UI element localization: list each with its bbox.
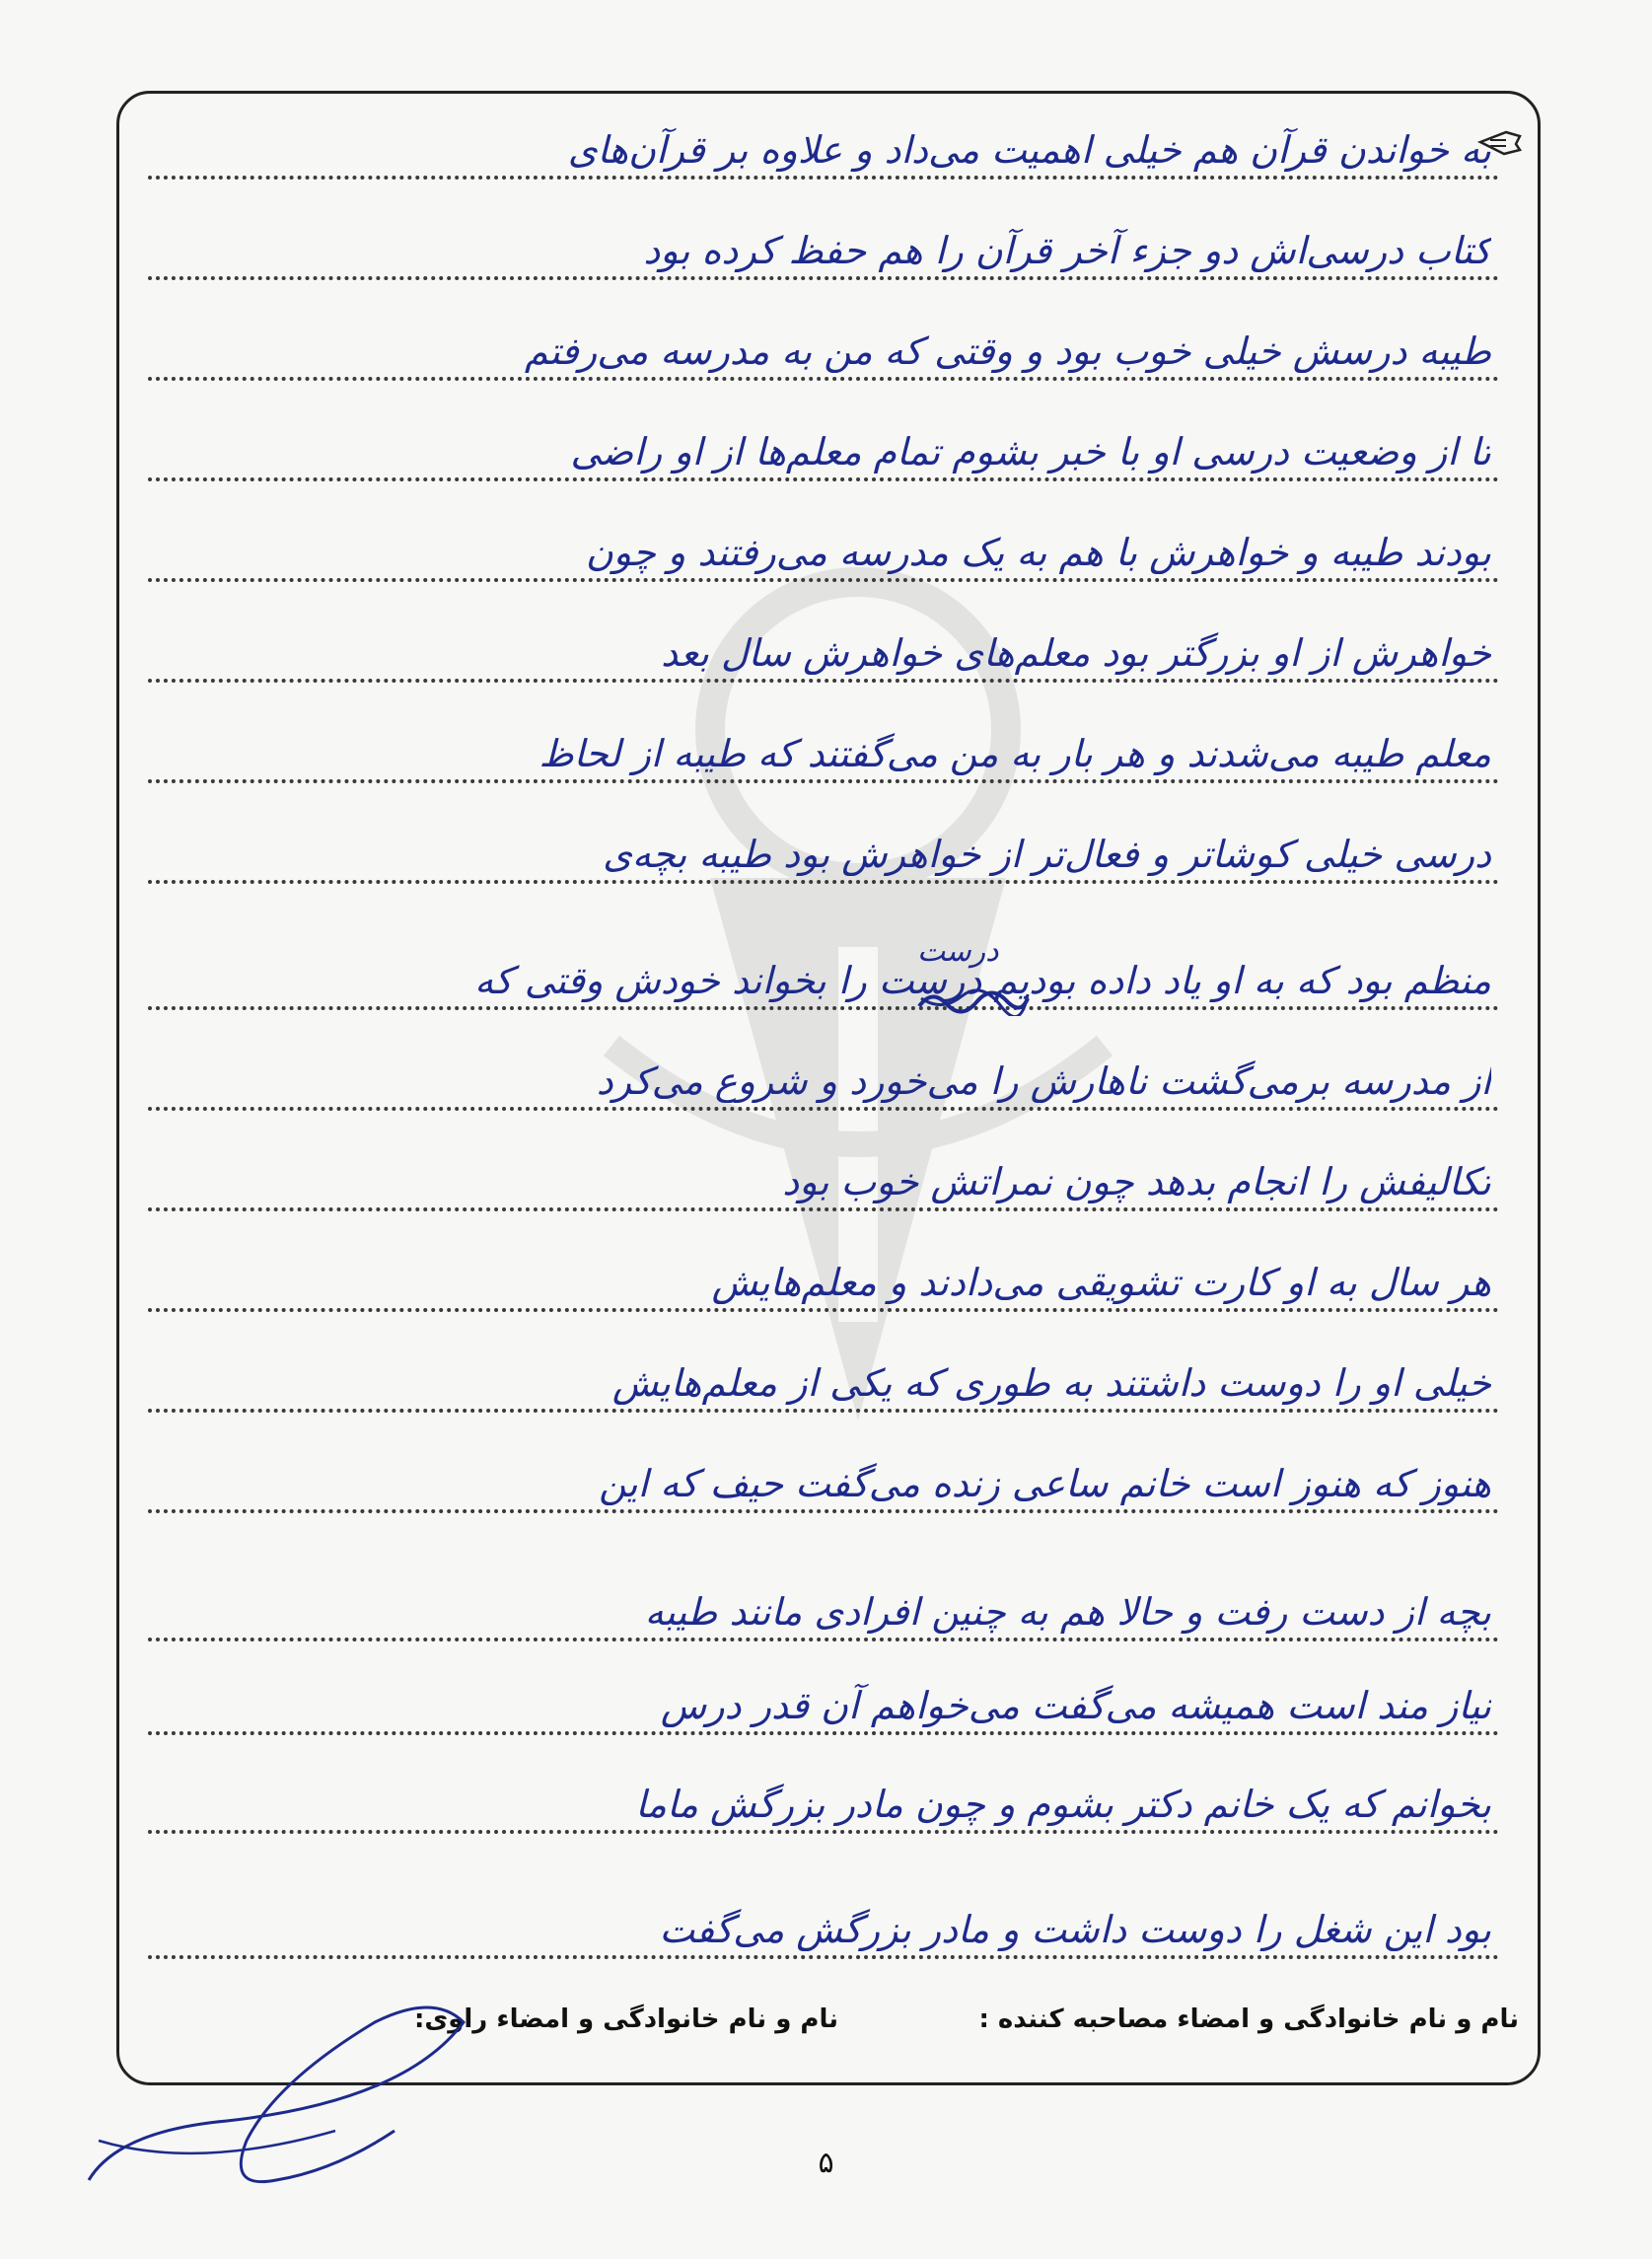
handwritten-lines: [148, 0, 1519, 2259]
line-text: طیبه درسش خیلی خوب بود و وقتی که من به مدرسه می‌رفتم: [524, 329, 1491, 373]
scribble-strikeout-icon: [917, 986, 1031, 1016]
line-text: خواهرش از او بزرگتر بود معلم‌های خواهرش سال بعد: [661, 631, 1491, 675]
interviewer-signature-label: نام و نام خانوادگی و امضاء مصاحبه کننده :: [978, 2004, 1519, 2034]
line-text: منظم بود که به او یاد داده بودیم درست را بخواند خودش وقتی که: [474, 959, 1491, 1002]
line-text: کتاب درسی‌اش دو جزء آخر قرآن را هم حفظ کرده بود: [643, 229, 1491, 272]
text-line: [148, 1209, 1499, 1312]
text-line: [148, 1539, 1499, 1641]
text-line: [148, 908, 1499, 1010]
line-text: بود این شغل را دوست داشت و مادر بزرگش می‌گفت: [659, 1908, 1491, 1951]
line-text: درسی خیلی کوشاتر و فعال‌تر از خواهرش بود طیبه بچه‌ی: [603, 833, 1491, 876]
line-text: بخوانم که یک خانم دکتر بشوم و چون مادر بزرگش ماما: [635, 1783, 1491, 1826]
text-line: [148, 278, 1499, 381]
text-line: [148, 178, 1499, 280]
text-line: [148, 681, 1499, 783]
line-text: خیلی او را دوست داشتند به طوری که یکی از معلم‌هایش: [611, 1361, 1491, 1405]
line-text: بودند طیبه و خواهرش با هم به یک مدرسه می‌رفتند و چون: [585, 531, 1491, 574]
line-text: بە خواندن قرآن هم خیلی اهمیت می‌داد و علاوه بر قرآن‌های: [567, 128, 1491, 172]
text-line: [148, 479, 1499, 582]
line-text: هنوز که هنوز است خانم ساعی زنده می‌گفت حیف که این: [599, 1462, 1491, 1505]
correction-note: درست: [917, 934, 999, 969]
text-line: [148, 1310, 1499, 1413]
page-number: ۵: [818, 2146, 834, 2180]
text-line: [148, 379, 1499, 481]
text-line: [148, 1411, 1499, 1513]
text-line: [148, 580, 1499, 683]
line-text: نیاز مند است همیشه می‌گفت می‌خواهم آن قدر درس: [660, 1684, 1491, 1727]
line-text: تا از وضعیت درسی او با خبر بشوم تمام معلم‌ها از او راضی: [570, 430, 1491, 474]
text-line: [148, 781, 1499, 884]
line-text: هر سال به او کارت تشویقی می‌دادند و معلم‌هایش: [711, 1261, 1491, 1304]
text-line: [148, 1633, 1499, 1735]
text-line: [148, 77, 1499, 180]
narrator-signature-label: نام و نام خانوادگی و امضاء راوی:: [414, 2004, 838, 2034]
line-text: بچه از دست رفت و حالا هم به چنین افرادی مانند طیبه: [644, 1590, 1491, 1634]
text-line: [148, 1109, 1499, 1211]
text-line: [148, 1008, 1499, 1111]
text-line: [148, 1731, 1499, 1834]
line-text: معلم طیبه می‌شدند و هر بار به من می‌گفتند که طیبه از لحاظ: [539, 732, 1491, 775]
line-text: از مدرسه برمی‌گشت ناهارش را می‌خورد و شروع می‌کرد: [596, 1059, 1491, 1103]
line-text: تکالیفش را انجام بدهد چون نمراتش خوب بود: [782, 1160, 1491, 1203]
text-line: [148, 1857, 1499, 1959]
